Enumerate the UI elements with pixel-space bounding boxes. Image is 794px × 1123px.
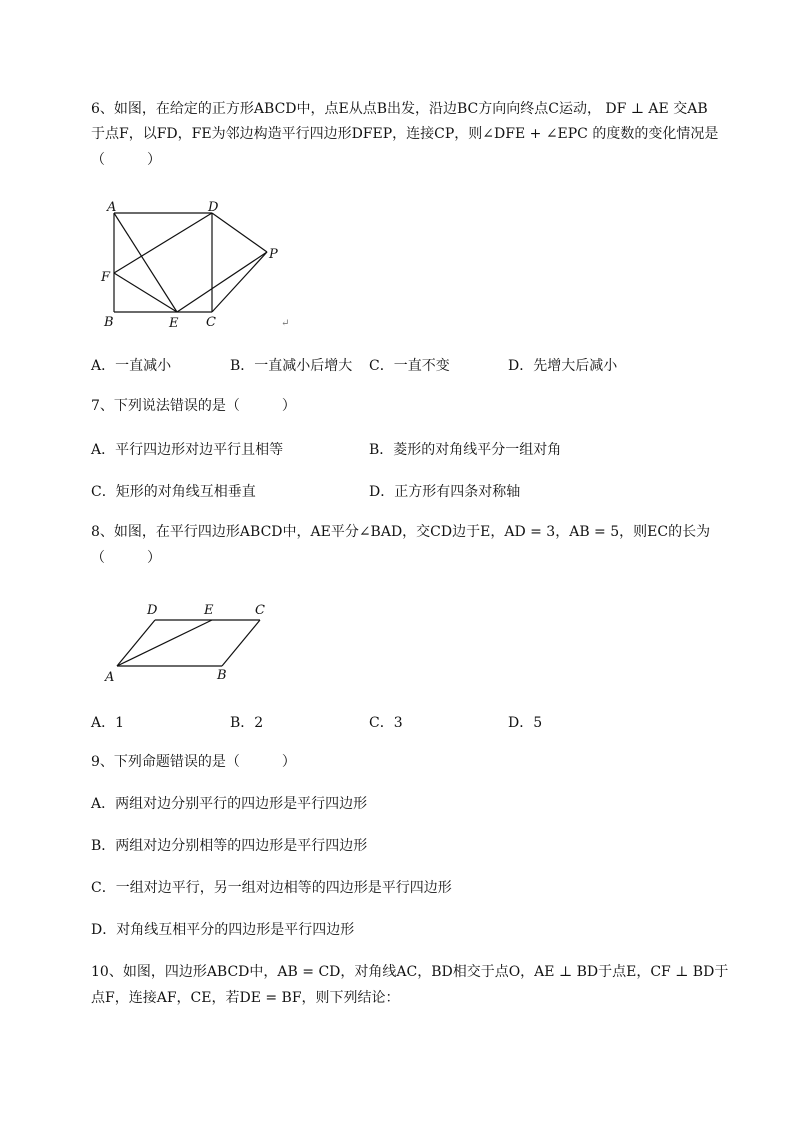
q10-stem-line-1: 10、如图，四边形ABCD中，AB = CD，对角线AC，BD相交于点O，AE ⊥ BD于点E，CF ⊥ BD于 [91,964,729,980]
q6-label-b: B [104,315,114,330]
q6-choice-a: A．一直减小 [91,358,172,374]
q9-stem: 9、下列命题错误的是（ ） [91,754,296,770]
q8-seg-bc [222,620,260,666]
q6-choice-d: D．先增大后减小 [508,358,618,374]
q8-choice-c: C．3 [369,715,403,731]
q10-stem-line-2: 点F，连接AF，CE，若DE = BF，则下列结论： [91,990,400,1006]
q6-stem-line-3: （ ） [91,152,161,168]
q6-seg-dp [212,213,267,252]
q8-label-b: B [217,668,227,683]
q8-choice-d: D．5 [508,715,543,731]
q6-choice-b: B．一直减小后增大 [230,358,353,374]
q8-choice-b: B．2 [230,715,264,731]
q7-choice-c: C．矩形的对角线互相垂直 [91,484,256,500]
q8-label-e: E [204,603,214,618]
q6-stem-line-1: 6、如图，在给定的正方形ABCD中，点E从点B出发，沿边BC方向向终点C运动， DF ⊥ AE 交AB [91,101,708,117]
q6-label-a: A [107,200,117,215]
q9-choice-c: C．一组对边平行，另一组对边相等的四边形是平行四边形 [91,880,452,896]
q8-choice-a: A．1 [91,715,125,731]
q8-label-d: D [147,603,158,618]
q8-seg-ad [117,620,155,666]
q6-label-c: C [206,315,216,330]
q8-choices [91,712,746,732]
q6-return-mark: ↵ [281,318,290,329]
q7-stem: 7、下列说法错误的是（ ） [91,398,296,414]
q8-stem-line-2: （ ） [91,550,161,566]
q6-choices [91,355,746,375]
q7-choices-row-2 [91,481,746,501]
q6-seg-fe [114,273,177,312]
q7-choice-d: D．正方形有四条对称轴 [369,484,521,500]
q7-choices-row-1 [91,439,746,459]
q6-label-d: D [208,200,219,215]
q7-choice-b: B．菱形的对角线平分一组对角 [369,442,562,458]
q8-parallelogram-figure [100,598,280,688]
q6-label-f: F [101,270,111,285]
q6-seg-ae [114,213,177,312]
q6-seg-cp [212,252,267,312]
q6-stem-line-2: 于点F，以FD，FE为邻边构造平行四边形DFEP，连接CP，则∠DFE + ∠EPC 的度数的变化情况是 [91,126,719,142]
q6-square-figure [95,195,305,340]
q9-choice-a: A．两组对边分别平行的四边形是平行四边形 [91,796,368,812]
q9-choice-d: D．对角线互相平分的四边形是平行四边形 [91,922,355,938]
q8-stem-line-1: 8、如图，在平行四边形ABCD中，AE平分∠BAD，交CD边于E，AD = 3，AB = 5，则EC的长为 [91,524,711,540]
q6-label-e: E [169,316,179,331]
q6-seg-ep [177,252,267,312]
q7-choice-a: A．平行四边形对边平行且相等 [91,442,284,458]
q8-seg-ae [117,620,212,666]
q8-label-a: A [105,670,115,685]
q6-choice-c: C．一直不变 [369,358,450,374]
q8-label-c: C [255,603,265,618]
q6-label-p: P [269,247,278,262]
q6-seg-fd [114,213,212,273]
q9-choice-b: B．两组对边分别相等的四边形是平行四边形 [91,838,368,854]
